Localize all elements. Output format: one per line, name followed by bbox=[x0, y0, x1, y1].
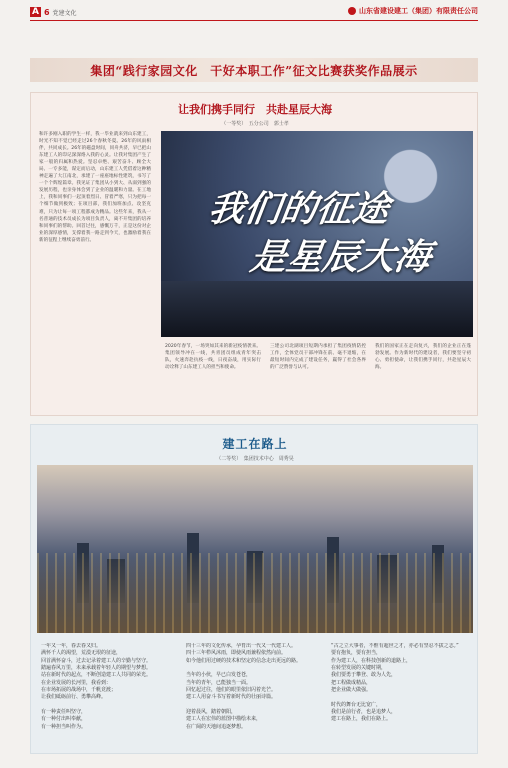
article-1-byline: （一等奖） 五分公司 郭士孝 bbox=[221, 121, 289, 127]
article-1-hero-image bbox=[161, 131, 473, 337]
article-2-byline: （二等奖） 集团技术中心 周秀昊 bbox=[216, 456, 294, 462]
article-2-hero-image bbox=[37, 465, 473, 633]
article-1-left-column: 和许多刚入职的学生一样，我一毕业就来到山东建工，时光不知不觉已经走过26个春秋冬夏。26年的风雨相伴，共同成长。26年的磁盘时间，同舟共济，早已把山东建工人的印记深深烙入我的心灵。让我对集团产生了家一般的归属和热爱。坚忍卓绝、艰苦奋斗、顾全大局、一专多能，谋定而后动，山东建工人凭借着这种精神走遍了大江南北，承建了一座座地标性建筑，书写了一个个辉煌篇章。我见证了集团从小到大、从弱到强的发展历程，也亲身体会到了企业的温暖和力量。在工地上，我和同事们一起顶着烈日、冒着严寒，只为把每一个细节做到极致；在项目部，我们加班加点、攻坚克难，只为让每一项工程都成为精品。这些年来，我从一名普通的技术员成长为项目负责人，离不开集团的培养和同事们的帮助。回首过往，感慨万千，正是这份对企业的深厚感情，支撑着我一路走到今天，也激励着我在新的征程上继续奋勇前行。 bbox=[39, 132, 151, 243]
article-1-column-2: 三建公司北湖项目短期内承担了集团疫情防控工作，全体党员干部冲锋在前、毫不退缩，在最短时间内完成了建设任务，赢得了社会各界的广泛赞誉与认可。 bbox=[270, 344, 366, 371]
article-2 bbox=[30, 424, 478, 754]
company-logo-icon bbox=[348, 7, 356, 15]
paper-name bbox=[348, 6, 478, 16]
article-2-title: 建工在路上 bbox=[222, 437, 288, 451]
feature-banner bbox=[30, 58, 478, 82]
article-2-column-1: 一年又一年，春去春又归。 满怀千人的渴望，荒漠无垠的征途， 回首满怀奋斗，过去记录着建工人的辛勤与坚守。 踏遍春风万里，未来承载着年轻人的期望与梦想。 站在新时代的起点，不断创造建工人共同的荣光。 在企业发展的长河里，我看到： 在市场拓展的战场中，千帆竞渡； 让我们砥砺前行、勇攀高峰。 有一种责任叫坚守， 有一种付出叫奉献， 有一种担当叫作为。 bbox=[41, 643, 152, 730]
banner-title: 集团“践行家园文化 干好本职工作”征文比赛获奖作品展示 bbox=[90, 63, 418, 78]
hero-calligraphy-line-2: 是星辰大海 bbox=[247, 236, 434, 278]
article-1-title: 让我们携手同行 共赴星辰大海 bbox=[178, 103, 332, 116]
page-header bbox=[0, 0, 508, 40]
article-1-column-1: 2020年春节，一场突如其来的新冠疫情袭来。集团领导冲在一线，共青团员组成青年突击队，火速奔赴抗疫一线，日夜奋战，用实际行动诠释了山东建工人的担当和使命。 bbox=[165, 344, 261, 371]
page-number-badge bbox=[30, 6, 77, 18]
page-letter: A bbox=[32, 7, 39, 17]
article-2-column-2: 四十三年的文化传承，孕育出一代又一代建工人。 四十三年栉风沐雨，即使风雨兼程依然向前。 如今他们用过硬的技术和坚定的信念走出更远的路。 当年的小伙，早已白发苍苍， 当年的青年，已能独当一面。 回忆起过往，他们的眼里依旧闪着光芒。 建工人用奋斗书写着新时代的壮丽诗篇。 迎着晨风，踏着朝阳， 建工人在宏伟的蓝图中描绘未来， 在广阔的天地间追逐梦想。 bbox=[186, 643, 302, 730]
paper-name-text: 山东省建设建工（集团）有限责任公司 bbox=[359, 7, 478, 15]
hero-calligraphy-line-1: 我们的征途 bbox=[205, 188, 392, 230]
article-1-column-3: 我们的国家正在走向复兴，我们的企业正在蓬勃发展。作为新时代的建设者，我们要坚守初心、勇担使命，让我们携手同行，共赴星辰大海。 bbox=[375, 344, 471, 371]
header-rule bbox=[30, 20, 478, 21]
hero-landscape bbox=[161, 281, 473, 337]
article-1 bbox=[30, 92, 478, 416]
city-lights bbox=[37, 553, 473, 633]
section-name: 党建文化 bbox=[52, 9, 77, 17]
page-number: 6 bbox=[43, 7, 50, 17]
article-2-column-3: “古之立大事者，不惟有超世之才，亦必有坚忍不拔之志。” 要有抱负，要有担当， 作为建工人，在科技创新的道路上， 在转型发展的关键时期， 我们要勇于攀登、敢为人先， 把工程做成精品， 把企业做大做强。 时代的舞台无比宽广， 我们是前行者，也是追梦人， 建工在路上，我们在路上。 bbox=[331, 643, 459, 723]
